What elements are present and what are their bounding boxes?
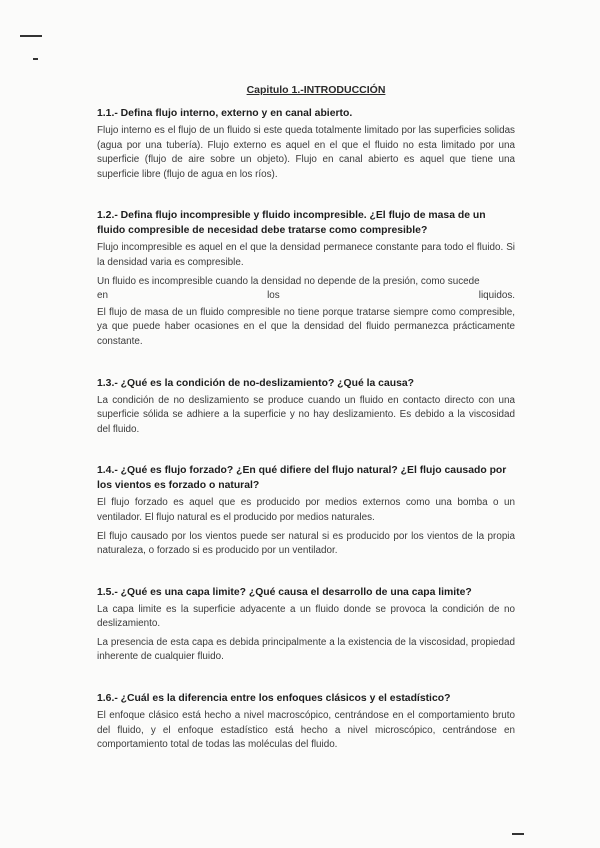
question-1-5: 1.5.- ¿Qué es una capa limite? ¿Qué causa el desarrollo de una capa limite? <box>97 586 472 598</box>
question-1-6: 1.6.- ¿Cuál es la diferencia entre los enfoques clásicos y el estadístico? <box>97 693 451 705</box>
answer-1-2-p2: Un fluido es incompresible cuando la densidad no depende de la presión, como sucede <box>97 275 480 287</box>
section-1-2 <box>97 208 515 349</box>
split-word-1: en <box>97 290 108 302</box>
answer-1-4-p2: El flujo causado por los vientos puede ser natural si es producido por los vientos de la propia naturaleza, o forzado si es producido por un ventilador. <box>97 530 515 557</box>
answer-1-2-split-line <box>97 289 515 304</box>
section-1-5 <box>97 585 515 665</box>
chapter-title: Capitulo 1.-INTRODUCCIÓN <box>246 84 386 96</box>
document-page <box>97 84 515 779</box>
section-1-1 <box>97 106 515 182</box>
scan-mark-top-left <box>20 35 42 37</box>
answer-1-2-p1: Flujo incompresible es aquel en el que la densidad permanece constante para todo el fluido. Si la densidad varia es compresible. <box>97 242 515 268</box>
scan-mark-bottom-right <box>512 833 524 835</box>
split-word-2: los <box>267 290 280 302</box>
split-word-3: liquidos. <box>478 290 515 302</box>
question-1-4: 1.4.- ¿Qué es flujo forzado? ¿En qué difiere del flujo natural? ¿El flujo causado por los vientos es forzado o natural? <box>97 465 507 492</box>
question-1-1: 1.1.- Defina flujo interno, externo y en canal abierto. <box>97 108 353 119</box>
scan-mark-top-left-2 <box>33 58 38 60</box>
section-1-4 <box>97 463 515 558</box>
answer-1-5-p1: La capa limite es la superficie adyacente a un fluido donde se provoca la condición de no deslizamiento. <box>97 603 515 630</box>
answer-1-3-p1: La condición de no deslizamiento se produce cuando un fluido en contacto directo con una superficie sólida se adhiere a la superficie y no hay deslizamiento. Es debido a la viscosidad del fluido. <box>97 394 515 435</box>
answer-1-4-p1: El flujo forzado es aquel que es producido por medios externos como una bomba o un ventilador. El flujo natural es el producido por medios naturales. <box>97 497 515 523</box>
answer-1-6-p1: El enfoque clásico está hecho a nivel macroscópico, centrándose en el comportamiento bruto del fluido, y el enfoque estadístico está hecho a nivel microscópico, centrándose en comportamiento total de todas las moléculas del fluido. <box>97 710 515 751</box>
answer-1-5-p2: La presencia de esta capa es debida principalmente a la existencia de la viscosidad, propiedad inherente de cualquier fluido. <box>97 636 515 663</box>
question-1-3: 1.3.- ¿Qué es la condición de no-deslizamiento? ¿Qué la causa? <box>97 377 414 389</box>
section-1-6 <box>97 691 515 753</box>
section-1-3 <box>97 376 515 438</box>
answer-1-2-p3: El flujo de masa de un fluido compresible no tiene porque tratarse siempre como compresible, ya que puede haber ocasiones en el que la densidad del fluido permanezca prácticamente constante. <box>97 306 515 347</box>
answer-1-1-p1: Flujo interno es el flujo de un fluido si este queda totalmente limitado por las superficies solidas (agua por una tubería). Flujo externo es aquel en el que el fluido no esta limitado por una superficie (flujo de aire sobre un objeto). Flujo en canal abierto es aquel que tiene una superficie libre (flujo de agua en los ríos). <box>97 125 515 180</box>
question-1-2: 1.2.- Defina flujo incompresible y fluido incompresible. ¿El flujo de masa de un fluido compresible de necesidad debe tratarse como compresible? <box>97 210 486 237</box>
